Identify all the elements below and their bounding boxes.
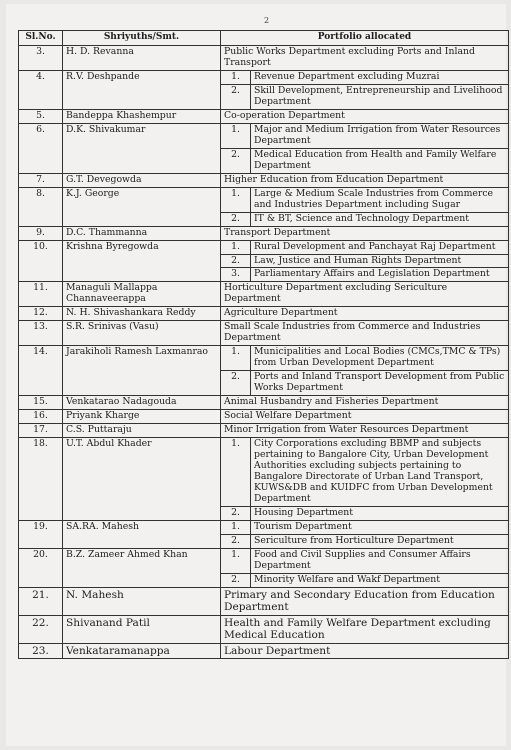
portfolio-item-number: 1.	[221, 438, 251, 507]
row-sl-no: 7.	[19, 173, 63, 187]
portfolio-item-text: Ports and Inland Transport Development from Public Works Department	[251, 371, 509, 396]
portfolio-item-number: 1.	[221, 187, 251, 212]
row-minister-name: Managuli Mallappa Channaveerappa	[63, 282, 221, 307]
portfolio-item-text: Animal Husbandry and Fisheries Department	[221, 396, 509, 410]
portfolio-item-text: Rural Development and Panchayat Raj Department	[251, 240, 509, 254]
table-row	[19, 587, 509, 615]
portfolio-item-number: 2.	[221, 148, 251, 173]
row-sl-no: 11.	[19, 282, 63, 307]
row-minister-name: Bandeppa Khashempur	[63, 109, 221, 123]
portfolio-item-text: Major and Medium Irrigation from Water Resources Department	[251, 123, 509, 148]
portfolio-item-text: Law, Justice and Human Rights Department	[251, 254, 509, 268]
header-sl-no: Sl.No.	[19, 31, 63, 46]
header-portfolio: Portfolio allocated	[221, 31, 509, 46]
row-sl-no: 9.	[19, 226, 63, 240]
portfolio-item-text: IT & BT, Science and Technology Department	[251, 212, 509, 226]
table-row	[19, 282, 509, 307]
row-sl-no: 21.	[19, 587, 63, 615]
row-minister-name: S.R. Srinivas (Vasu)	[63, 321, 221, 346]
portfolio-table	[18, 30, 509, 659]
table-row	[19, 46, 509, 71]
row-sl-no: 18.	[19, 438, 63, 521]
row-minister-name: Venkataramanappa	[63, 643, 221, 659]
portfolio-item-number: 1.	[221, 240, 251, 254]
row-sl-no: 14.	[19, 346, 63, 396]
row-minister-name: Priyank Kharge	[63, 410, 221, 424]
row-sl-no: 13.	[19, 321, 63, 346]
row-sl-no: 3.	[19, 46, 63, 71]
portfolio-item-number: 1.	[221, 520, 251, 534]
portfolio-item-text: Skill Development, Entrepreneurship and Livelihood Department	[251, 84, 509, 109]
row-minister-name: Venkatarao Nadagouda	[63, 396, 221, 410]
table-row	[19, 643, 509, 659]
row-minister-name: D.C. Thammanna	[63, 226, 221, 240]
table-row	[19, 187, 509, 212]
portfolio-item-number: 2.	[221, 534, 251, 548]
portfolio-item-text: Health and Family Welfare Department excluding Medical Education	[221, 615, 509, 643]
portfolio-item-text: Primary and Secondary Education from Education Department	[221, 587, 509, 615]
row-sl-no: 10.	[19, 240, 63, 282]
table-row	[19, 321, 509, 346]
portfolio-item-number: 1.	[221, 70, 251, 84]
portfolio-item-text: Higher Education from Education Department	[221, 173, 509, 187]
row-sl-no: 22.	[19, 615, 63, 643]
row-minister-name: R.V. Deshpande	[63, 70, 221, 109]
row-sl-no: 17.	[19, 424, 63, 438]
portfolio-item-number: 2.	[221, 212, 251, 226]
portfolio-item-text: Agriculture Department	[221, 307, 509, 321]
row-minister-name: C.S. Puttaraju	[63, 424, 221, 438]
table-row	[19, 548, 509, 573]
row-sl-no: 15.	[19, 396, 63, 410]
row-sl-no: 20.	[19, 548, 63, 587]
table-row	[19, 520, 509, 534]
row-minister-name: Jarakiholi Ramesh Laxmanrao	[63, 346, 221, 396]
portfolio-item-text: Sericulture from Horticulture Department	[251, 534, 509, 548]
portfolio-item-number: 2.	[221, 84, 251, 109]
portfolio-item-text: Small Scale Industries from Commerce and Industries Department	[221, 321, 509, 346]
row-sl-no: 4.	[19, 70, 63, 109]
table-row	[19, 109, 509, 123]
portfolio-item-number: 2.	[221, 506, 251, 520]
portfolio-item-text: Housing Department	[251, 506, 509, 520]
page-number: 2	[264, 16, 270, 25]
row-minister-name: N. H. Shivashankara Reddy	[63, 307, 221, 321]
row-sl-no: 8.	[19, 187, 63, 226]
table-row	[19, 396, 509, 410]
row-sl-no: 19.	[19, 520, 63, 548]
portfolio-item-text: Medical Education from Health and Family Welfare Department	[251, 148, 509, 173]
table-row	[19, 410, 509, 424]
row-minister-name: Shivanand Patil	[63, 615, 221, 643]
portfolio-item-text: Parliamentary Affairs and Legislation Department	[251, 268, 509, 282]
portfolio-item-text: Labour Department	[221, 643, 509, 659]
portfolio-item-number: 1.	[221, 123, 251, 148]
portfolio-item-text: Co-operation Department	[221, 109, 509, 123]
row-minister-name: Krishna Byregowda	[63, 240, 221, 282]
portfolio-item-number: 1.	[221, 548, 251, 573]
portfolio-item-text: Horticulture Department excluding Sericulture Department	[221, 282, 509, 307]
header-name: Shriyuths/Smt.	[63, 31, 221, 46]
table-row	[19, 438, 509, 507]
row-sl-no: 16.	[19, 410, 63, 424]
table-row	[19, 615, 509, 643]
table-row	[19, 240, 509, 254]
row-sl-no: 6.	[19, 123, 63, 173]
table-header-row	[19, 31, 509, 46]
portfolio-item-number: 2.	[221, 573, 251, 587]
row-sl-no: 23.	[19, 643, 63, 659]
portfolio-item-number: 1.	[221, 346, 251, 371]
table-body	[19, 46, 509, 659]
portfolio-item-text: Transport Department	[221, 226, 509, 240]
row-sl-no: 5.	[19, 109, 63, 123]
portfolio-item-text: Public Works Department excluding Ports and Inland Transport	[221, 46, 509, 71]
row-minister-name: U.T. Abdul Khader	[63, 438, 221, 521]
portfolio-item-text: Revenue Department excluding Muzrai	[251, 70, 509, 84]
table-row	[19, 123, 509, 148]
row-sl-no: 12.	[19, 307, 63, 321]
table-row	[19, 346, 509, 371]
row-minister-name: G.T. Devegowda	[63, 173, 221, 187]
row-minister-name: K.J. George	[63, 187, 221, 226]
table-row	[19, 307, 509, 321]
portfolio-item-text: City Corporations excluding BBMP and subjects pertaining to Bangalore City, Urban Development Authorities excluding subjects pertaining to Bangalore Directorate of Urban Land Transport, KUWS&DB and KUIDFC from Urban Development Department	[251, 438, 509, 507]
table-row	[19, 226, 509, 240]
portfolio-item-number: 2.	[221, 371, 251, 396]
portfolio-item-number: 3.	[221, 268, 251, 282]
portfolio-item-text: Large & Medium Scale Industries from Commerce and Industries Department including Sugar	[251, 187, 509, 212]
table-row	[19, 424, 509, 438]
portfolio-item-number: 2.	[221, 254, 251, 268]
portfolio-item-text: Municipalities and Local Bodies (CMCs,TMC & TPs) from Urban Development Department	[251, 346, 509, 371]
row-minister-name: D.K. Shivakumar	[63, 123, 221, 173]
row-minister-name: SA.RA. Mahesh	[63, 520, 221, 548]
table-row	[19, 173, 509, 187]
portfolio-item-text: Social Welfare Department	[221, 410, 509, 424]
portfolio-item-text: Minority Welfare and Wakf Department	[251, 573, 509, 587]
row-minister-name: N. Mahesh	[63, 587, 221, 615]
table-row	[19, 70, 509, 84]
row-minister-name: H. D. Revanna	[63, 46, 221, 71]
portfolio-item-text: Food and Civil Supplies and Consumer Affairs Department	[251, 548, 509, 573]
portfolio-item-text: Tourism Department	[251, 520, 509, 534]
portfolio-item-text: Minor Irrigation from Water Resources Department	[221, 424, 509, 438]
row-minister-name: B.Z. Zameer Ahmed Khan	[63, 548, 221, 587]
document-page	[6, 4, 506, 746]
